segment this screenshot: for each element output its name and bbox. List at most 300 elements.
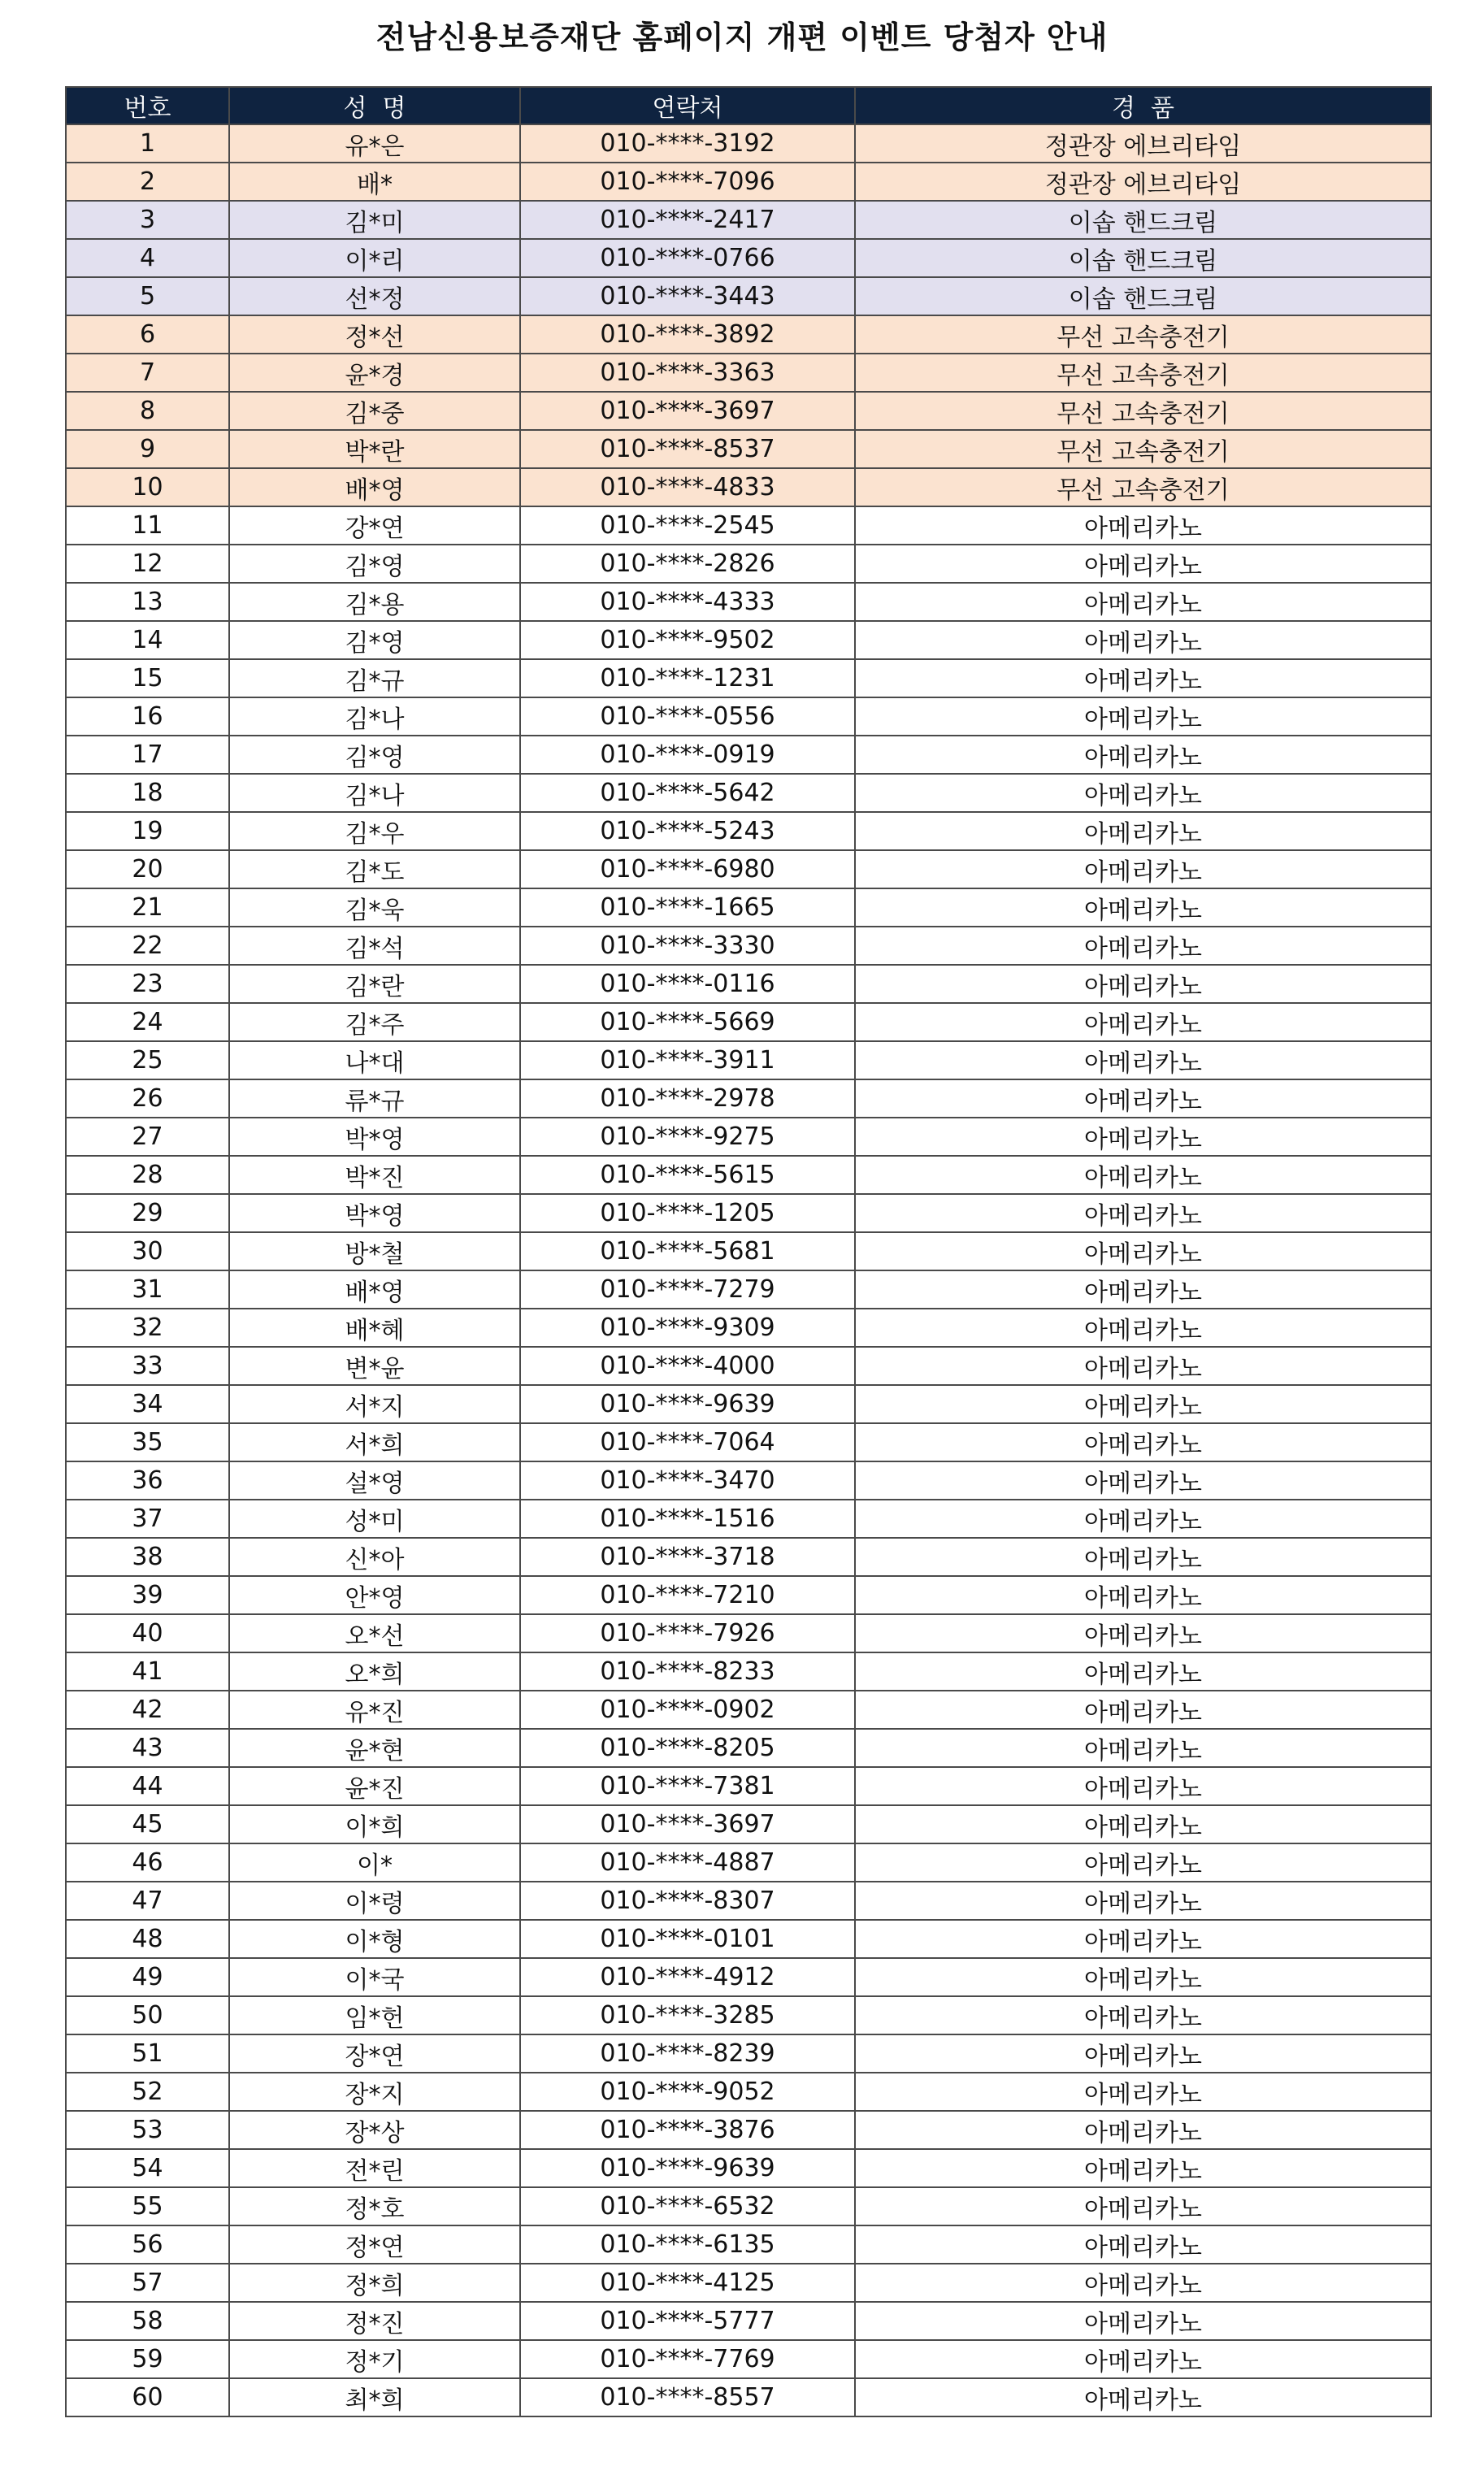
- cell-prize: 무선 고속충전기: [855, 392, 1431, 430]
- cell-prize: 아메리카노: [855, 1576, 1431, 1614]
- cell-prize: 아메리카노: [855, 1652, 1431, 1691]
- cell-name: 배*혜: [229, 1309, 520, 1347]
- cell-prize: 아메리카노: [855, 1691, 1431, 1729]
- cell-prize: 아메리카노: [855, 1843, 1431, 1882]
- cell-name: 김*나: [229, 697, 520, 736]
- cell-name: 김*주: [229, 1003, 520, 1041]
- cell-number: 55: [66, 2187, 229, 2225]
- cell-prize: 아메리카노: [855, 1920, 1431, 1958]
- cell-name: 김*영: [229, 621, 520, 659]
- cell-name: 김*규: [229, 659, 520, 697]
- cell-phone: 010-****-3876: [520, 2111, 855, 2149]
- cell-name: 정*호: [229, 2187, 520, 2225]
- cell-phone: 010-****-1516: [520, 1500, 855, 1538]
- cell-number: 4: [66, 239, 229, 277]
- table-row: [66, 2225, 1431, 2264]
- table-row: [66, 315, 1431, 354]
- cell-number: 9: [66, 430, 229, 468]
- cell-phone: 010-****-9639: [520, 2149, 855, 2187]
- cell-prize: 아메리카노: [855, 1538, 1431, 1576]
- table-row: [66, 239, 1431, 277]
- table-row: [66, 1767, 1431, 1805]
- cell-number: 32: [66, 1309, 229, 1347]
- cell-name: 배*: [229, 163, 520, 201]
- cell-number: 21: [66, 888, 229, 927]
- table-row: [66, 1882, 1431, 1920]
- cell-number: 29: [66, 1194, 229, 1232]
- cell-number: 45: [66, 1805, 229, 1843]
- table-body: [66, 124, 1431, 2416]
- cell-number: 58: [66, 2302, 229, 2340]
- table-row: [66, 430, 1431, 468]
- table-row: [66, 736, 1431, 774]
- cell-prize: 아메리카노: [855, 583, 1431, 621]
- cell-number: 18: [66, 774, 229, 812]
- cell-phone: 010-****-3192: [520, 124, 855, 163]
- cell-number: 6: [66, 315, 229, 354]
- table-row: [66, 1270, 1431, 1309]
- cell-name: 서*지: [229, 1385, 520, 1423]
- table-row: [66, 1194, 1431, 1232]
- cell-number: 17: [66, 736, 229, 774]
- table-row: [66, 927, 1431, 965]
- cell-phone: 010-****-8239: [520, 2034, 855, 2073]
- table-row: [66, 1729, 1431, 1767]
- cell-phone: 010-****-9052: [520, 2073, 855, 2111]
- cell-prize: 아메리카노: [855, 2073, 1431, 2111]
- cell-phone: 010-****-7381: [520, 1767, 855, 1805]
- cell-phone: 010-****-6135: [520, 2225, 855, 2264]
- cell-number: 15: [66, 659, 229, 697]
- table-row: [66, 2149, 1431, 2187]
- cell-name: 김*나: [229, 774, 520, 812]
- cell-phone: 010-****-5681: [520, 1232, 855, 1270]
- table-row: [66, 1156, 1431, 1194]
- cell-phone: 010-****-5777: [520, 2302, 855, 2340]
- cell-prize: 아메리카노: [855, 2187, 1431, 2225]
- cell-number: 14: [66, 621, 229, 659]
- cell-number: 5: [66, 277, 229, 315]
- table-row: [66, 354, 1431, 392]
- table-row: [66, 1385, 1431, 1423]
- table-row: [66, 1920, 1431, 1958]
- cell-name: 강*연: [229, 506, 520, 545]
- cell-name: 김*미: [229, 201, 520, 239]
- table-row: [66, 277, 1431, 315]
- cell-name: 이*형: [229, 1920, 520, 1958]
- table-row: [66, 1614, 1431, 1652]
- table-row: [66, 1461, 1431, 1500]
- cell-name: 정*진: [229, 2302, 520, 2340]
- cell-phone: 010-****-8205: [520, 1729, 855, 1767]
- cell-phone: 010-****-7064: [520, 1423, 855, 1461]
- cell-prize: 아메리카노: [855, 1767, 1431, 1805]
- table-row: [66, 468, 1431, 506]
- cell-name: 배*영: [229, 1270, 520, 1309]
- table-row: [66, 1003, 1431, 1041]
- cell-number: 53: [66, 2111, 229, 2149]
- header-number: 번호: [66, 87, 229, 124]
- cell-phone: 010-****-4333: [520, 583, 855, 621]
- table-row: [66, 1576, 1431, 1614]
- cell-name: 박*진: [229, 1156, 520, 1194]
- cell-phone: 010-****-3892: [520, 315, 855, 354]
- cell-prize: 아메리카노: [855, 545, 1431, 583]
- cell-prize: 아메리카노: [855, 1461, 1431, 1500]
- cell-phone: 010-****-0556: [520, 697, 855, 736]
- cell-name: 변*윤: [229, 1347, 520, 1385]
- cell-prize: 아메리카노: [855, 2111, 1431, 2149]
- table-row: [66, 124, 1431, 163]
- cell-name: 성*미: [229, 1500, 520, 1538]
- cell-number: 27: [66, 1118, 229, 1156]
- cell-phone: 010-****-6980: [520, 850, 855, 888]
- cell-prize: 아메리카노: [855, 1347, 1431, 1385]
- cell-prize: 아메리카노: [855, 2340, 1431, 2378]
- winners-table: [65, 86, 1432, 2417]
- cell-number: 56: [66, 2225, 229, 2264]
- cell-prize: 아메리카노: [855, 659, 1431, 697]
- cell-number: 19: [66, 812, 229, 850]
- cell-name: 이*: [229, 1843, 520, 1882]
- header-prize: 경 품: [855, 87, 1431, 124]
- cell-name: 류*규: [229, 1079, 520, 1118]
- cell-prize: 아메리카노: [855, 1958, 1431, 1996]
- cell-number: 1: [66, 124, 229, 163]
- table-row: [66, 2073, 1431, 2111]
- cell-number: 2: [66, 163, 229, 201]
- cell-number: 48: [66, 1920, 229, 1958]
- cell-phone: 010-****-9502: [520, 621, 855, 659]
- table-row: [66, 1232, 1431, 1270]
- table-row: [66, 1538, 1431, 1576]
- table-row: [66, 1996, 1431, 2034]
- cell-prize: 아메리카노: [855, 1194, 1431, 1232]
- cell-prize: 아메리카노: [855, 1805, 1431, 1843]
- cell-phone: 010-****-7279: [520, 1270, 855, 1309]
- cell-prize: 아메리카노: [855, 2264, 1431, 2302]
- cell-number: 25: [66, 1041, 229, 1079]
- cell-prize: 무선 고속충전기: [855, 468, 1431, 506]
- cell-name: 박*란: [229, 430, 520, 468]
- cell-name: 오*선: [229, 1614, 520, 1652]
- cell-name: 김*용: [229, 583, 520, 621]
- cell-name: 윤*현: [229, 1729, 520, 1767]
- table-header-row: [66, 87, 1431, 124]
- cell-number: 8: [66, 392, 229, 430]
- table-row: [66, 2264, 1431, 2302]
- table-row: [66, 163, 1431, 201]
- table-row: [66, 1691, 1431, 1729]
- cell-name: 방*철: [229, 1232, 520, 1270]
- cell-phone: 010-****-9309: [520, 1309, 855, 1347]
- cell-name: 정*희: [229, 2264, 520, 2302]
- cell-number: 49: [66, 1958, 229, 1996]
- cell-name: 선*정: [229, 277, 520, 315]
- table-row: [66, 1309, 1431, 1347]
- cell-phone: 010-****-8557: [520, 2378, 855, 2416]
- cell-prize: 이솝 핸드크림: [855, 277, 1431, 315]
- table-row: [66, 1958, 1431, 1996]
- cell-name: 나*대: [229, 1041, 520, 1079]
- table-row: [66, 201, 1431, 239]
- cell-phone: 010-****-1665: [520, 888, 855, 927]
- cell-name: 박*영: [229, 1118, 520, 1156]
- cell-phone: 010-****-3330: [520, 927, 855, 965]
- table-row: [66, 1041, 1431, 1079]
- cell-phone: 010-****-4887: [520, 1843, 855, 1882]
- cell-number: 60: [66, 2378, 229, 2416]
- cell-number: 12: [66, 545, 229, 583]
- cell-prize: 아메리카노: [855, 1309, 1431, 1347]
- cell-name: 전*린: [229, 2149, 520, 2187]
- cell-number: 28: [66, 1156, 229, 1194]
- cell-number: 30: [66, 1232, 229, 1270]
- cell-name: 김*석: [229, 927, 520, 965]
- table-row: [66, 2340, 1431, 2378]
- cell-prize: 아메리카노: [855, 1385, 1431, 1423]
- cell-phone: 010-****-3470: [520, 1461, 855, 1500]
- cell-prize: 아메리카노: [855, 2302, 1431, 2340]
- cell-number: 33: [66, 1347, 229, 1385]
- cell-phone: 010-****-5615: [520, 1156, 855, 1194]
- page-title: 전남신용보증재단 홈페이지 개편 이벤트 당첨자 안내: [375, 20, 1109, 55]
- cell-prize: 아메리카노: [855, 1614, 1431, 1652]
- cell-number: 3: [66, 201, 229, 239]
- table-row: [66, 2111, 1431, 2149]
- cell-phone: 010-****-8233: [520, 1652, 855, 1691]
- cell-phone: 010-****-5243: [520, 812, 855, 850]
- header-phone: 연락처: [520, 87, 855, 124]
- cell-number: 52: [66, 2073, 229, 2111]
- cell-number: 26: [66, 1079, 229, 1118]
- cell-number: 23: [66, 965, 229, 1003]
- table-row: [66, 621, 1431, 659]
- cell-prize: 정관장 에브리타임: [855, 163, 1431, 201]
- cell-name: 김*영: [229, 736, 520, 774]
- cell-number: 43: [66, 1729, 229, 1767]
- cell-number: 36: [66, 1461, 229, 1500]
- cell-prize: 아메리카노: [855, 812, 1431, 850]
- cell-number: 7: [66, 354, 229, 392]
- cell-name: 김*욱: [229, 888, 520, 927]
- cell-name: 배*영: [229, 468, 520, 506]
- cell-phone: 010-****-0101: [520, 1920, 855, 1958]
- table-row: [66, 965, 1431, 1003]
- cell-phone: 010-****-7210: [520, 1576, 855, 1614]
- table-row: [66, 774, 1431, 812]
- cell-name: 오*희: [229, 1652, 520, 1691]
- table-row: [66, 2034, 1431, 2073]
- cell-prize: 무선 고속충전기: [855, 315, 1431, 354]
- cell-prize: 아메리카노: [855, 621, 1431, 659]
- cell-name: 장*지: [229, 2073, 520, 2111]
- cell-prize: 아메리카노: [855, 1729, 1431, 1767]
- cell-name: 신*아: [229, 1538, 520, 1576]
- cell-phone: 010-****-8537: [520, 430, 855, 468]
- table-row: [66, 1500, 1431, 1538]
- cell-name: 유*진: [229, 1691, 520, 1729]
- cell-prize: 아메리카노: [855, 1041, 1431, 1079]
- cell-number: 51: [66, 2034, 229, 2073]
- cell-phone: 010-****-7096: [520, 163, 855, 201]
- cell-name: 정*선: [229, 315, 520, 354]
- cell-phone: 010-****-0902: [520, 1691, 855, 1729]
- header-name: 성 명: [229, 87, 520, 124]
- cell-number: 44: [66, 1767, 229, 1805]
- cell-name: 정*기: [229, 2340, 520, 2378]
- table-row: [66, 1347, 1431, 1385]
- cell-prize: 이솝 핸드크림: [855, 239, 1431, 277]
- table-row: [66, 1423, 1431, 1461]
- cell-phone: 010-****-4000: [520, 1347, 855, 1385]
- cell-prize: 아메리카노: [855, 1118, 1431, 1156]
- cell-name: 김*도: [229, 850, 520, 888]
- cell-name: 이*희: [229, 1805, 520, 1843]
- cell-phone: 010-****-5669: [520, 1003, 855, 1041]
- cell-phone: 010-****-1231: [520, 659, 855, 697]
- cell-prize: 아메리카노: [855, 850, 1431, 888]
- cell-number: 10: [66, 468, 229, 506]
- cell-number: 50: [66, 1996, 229, 2034]
- cell-phone: 010-****-3443: [520, 277, 855, 315]
- cell-number: 38: [66, 1538, 229, 1576]
- cell-prize: 아메리카노: [855, 1079, 1431, 1118]
- cell-name: 유*은: [229, 124, 520, 163]
- cell-phone: 010-****-9275: [520, 1118, 855, 1156]
- cell-name: 박*영: [229, 1194, 520, 1232]
- cell-number: 11: [66, 506, 229, 545]
- cell-phone: 010-****-0116: [520, 965, 855, 1003]
- cell-phone: 010-****-2978: [520, 1079, 855, 1118]
- cell-phone: 010-****-3718: [520, 1538, 855, 1576]
- cell-prize: 아메리카노: [855, 965, 1431, 1003]
- cell-number: 42: [66, 1691, 229, 1729]
- cell-phone: 010-****-7769: [520, 2340, 855, 2378]
- cell-name: 설*영: [229, 1461, 520, 1500]
- table-row: [66, 697, 1431, 736]
- cell-prize: 아메리카노: [855, 2149, 1431, 2187]
- cell-phone: 010-****-2826: [520, 545, 855, 583]
- cell-number: 20: [66, 850, 229, 888]
- table-row: [66, 545, 1431, 583]
- cell-phone: 010-****-7926: [520, 1614, 855, 1652]
- cell-number: 13: [66, 583, 229, 621]
- cell-name: 안*영: [229, 1576, 520, 1614]
- cell-number: 57: [66, 2264, 229, 2302]
- cell-phone: 010-****-0766: [520, 239, 855, 277]
- cell-number: 24: [66, 1003, 229, 1041]
- cell-number: 40: [66, 1614, 229, 1652]
- table-row: [66, 1118, 1431, 1156]
- cell-prize: 무선 고속충전기: [855, 354, 1431, 392]
- cell-number: 47: [66, 1882, 229, 1920]
- cell-phone: 010-****-3697: [520, 1805, 855, 1843]
- cell-prize: 아메리카노: [855, 1423, 1431, 1461]
- cell-prize: 아메리카노: [855, 1882, 1431, 1920]
- table-row: [66, 2187, 1431, 2225]
- cell-phone: 010-****-0919: [520, 736, 855, 774]
- cell-prize: 아메리카노: [855, 2034, 1431, 2073]
- cell-prize: 이솝 핸드크림: [855, 201, 1431, 239]
- cell-prize: 아메리카노: [855, 1996, 1431, 2034]
- cell-prize: 아메리카노: [855, 697, 1431, 736]
- cell-phone: 010-****-4833: [520, 468, 855, 506]
- cell-phone: 010-****-4912: [520, 1958, 855, 1996]
- table-row: [66, 850, 1431, 888]
- table-row: [66, 659, 1431, 697]
- cell-number: 46: [66, 1843, 229, 1882]
- cell-phone: 010-****-4125: [520, 2264, 855, 2302]
- cell-name: 장*상: [229, 2111, 520, 2149]
- cell-prize: 아메리카노: [855, 1500, 1431, 1538]
- cell-prize: 정관장 에브리타임: [855, 124, 1431, 163]
- table-row: [66, 1652, 1431, 1691]
- cell-number: 35: [66, 1423, 229, 1461]
- cell-number: 37: [66, 1500, 229, 1538]
- cell-number: 22: [66, 927, 229, 965]
- table-row: [66, 583, 1431, 621]
- cell-name: 윤*경: [229, 354, 520, 392]
- table-row: [66, 1805, 1431, 1843]
- cell-number: 54: [66, 2149, 229, 2187]
- cell-prize: 아메리카노: [855, 927, 1431, 965]
- cell-phone: 010-****-5642: [520, 774, 855, 812]
- cell-prize: 아메리카노: [855, 2378, 1431, 2416]
- cell-prize: 아메리카노: [855, 1003, 1431, 1041]
- cell-prize: 아메리카노: [855, 1270, 1431, 1309]
- cell-number: 39: [66, 1576, 229, 1614]
- cell-name: 김*우: [229, 812, 520, 850]
- cell-phone: 010-****-8307: [520, 1882, 855, 1920]
- table-row: [66, 2302, 1431, 2340]
- table-row: [66, 506, 1431, 545]
- cell-number: 16: [66, 697, 229, 736]
- table-row: [66, 2378, 1431, 2416]
- cell-prize: 아메리카노: [855, 736, 1431, 774]
- cell-phone: 010-****-3911: [520, 1041, 855, 1079]
- cell-name: 윤*진: [229, 1767, 520, 1805]
- cell-prize: 아메리카노: [855, 774, 1431, 812]
- table-row: [66, 1079, 1431, 1118]
- cell-name: 김*란: [229, 965, 520, 1003]
- table-row: [66, 888, 1431, 927]
- cell-name: 서*희: [229, 1423, 520, 1461]
- cell-name: 장*연: [229, 2034, 520, 2073]
- cell-phone: 010-****-9639: [520, 1385, 855, 1423]
- cell-prize: 무선 고속충전기: [855, 430, 1431, 468]
- table-row: [66, 1843, 1431, 1882]
- cell-name: 최*희: [229, 2378, 520, 2416]
- cell-prize: 아메리카노: [855, 506, 1431, 545]
- table-row: [66, 392, 1431, 430]
- cell-name: 김*중: [229, 392, 520, 430]
- cell-prize: 아메리카노: [855, 1156, 1431, 1194]
- cell-phone: 010-****-1205: [520, 1194, 855, 1232]
- cell-number: 34: [66, 1385, 229, 1423]
- cell-number: 59: [66, 2340, 229, 2378]
- cell-name: 이*리: [229, 239, 520, 277]
- cell-phone: 010-****-2545: [520, 506, 855, 545]
- cell-name: 임*헌: [229, 1996, 520, 2034]
- cell-name: 정*연: [229, 2225, 520, 2264]
- cell-name: 김*영: [229, 545, 520, 583]
- cell-phone: 010-****-3697: [520, 392, 855, 430]
- table-row: [66, 812, 1431, 850]
- cell-phone: 010-****-3363: [520, 354, 855, 392]
- cell-phone: 010-****-6532: [520, 2187, 855, 2225]
- cell-prize: 아메리카노: [855, 2225, 1431, 2264]
